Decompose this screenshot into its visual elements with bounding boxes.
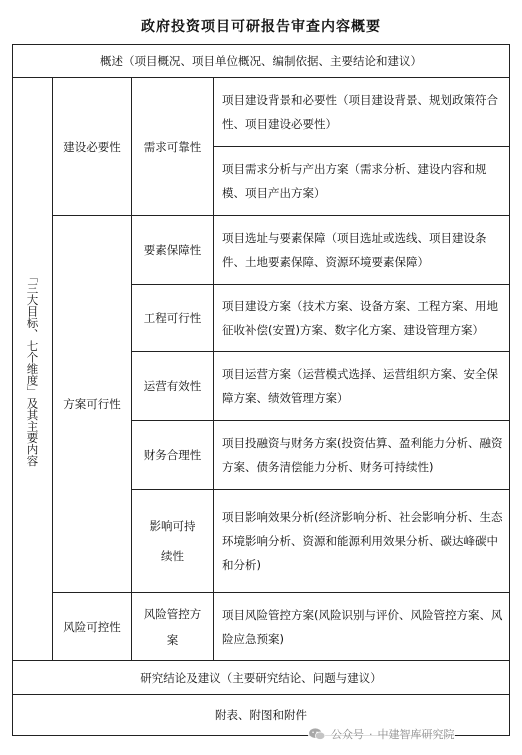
side-label: 「三大目标、七个维度」及其主要内容 (25, 271, 40, 467)
watermark-platform: 公众号 (331, 728, 364, 741)
content-financing-finance: 项目投融资与财务方案(投资估算、盈利能力分析、融资方案、债务清偿能力分析、财务可持续性) (213, 420, 510, 490)
dimension-engineering-feasibility: 工程可行性 (131, 284, 214, 352)
content-impact-analysis: 项目影响效果分析(经济影响分析、社会影响分析、生态环境影响分析、资源和能源利用效果分析、碳达峰碳中和分析) (213, 489, 510, 593)
watermark-separator: · (369, 727, 373, 741)
side-label-cell (12, 77, 53, 661)
dimension-financial-rationality: 财务合理性 (131, 420, 214, 490)
goal-risk-control: 风险可控性 (52, 592, 132, 661)
dimension-demand-reliability: 需求可靠性 (131, 77, 214, 216)
watermark-name: 中建智库研究院 (377, 728, 455, 741)
content-background-necessity: 项目建设背景和必要性（项目建设背景、规划政策符合性、项目建设必要性） (213, 77, 510, 147)
watermark (308, 722, 455, 746)
content-site-factors: 项目选址与要素保障（项目选址或选线、项目建设条件、土地要素保障、资源环境要素保障） (213, 215, 510, 285)
content-operation-plan: 项目运营方案（运营模式选择、运营组织方案、安全保障方案、绩效管理方案） (213, 351, 510, 421)
dimension-impact-sustainability (131, 489, 214, 593)
content-demand-output: 项目需求分析与产出方案（需求分析、建设内容和规模、项目产出方案） (213, 146, 510, 216)
goal-necessity: 建设必要性 (52, 77, 132, 216)
content-construction-plan: 项目建设方案（技术方案、设备方案、工程方案、用地征收补偿(安置)方案、数字化方案、建设管理方案） (213, 284, 510, 352)
dimension-impact-sustainability-label: 影响可持续性 (149, 519, 196, 563)
goal-feasibility: 方案可行性 (52, 215, 132, 593)
dimension-operation-effectiveness: 运营有效性 (131, 351, 214, 421)
document-title: 政府投资项目可研报告审查内容概要 (141, 19, 381, 35)
content-risk-control: 项目风险管控方案(风险识别与评价、风险管控方案、风险应急预案) (213, 592, 510, 661)
overview-row: 概述（项目概况、项目单位概况、编制依据、主要结论和建议） (12, 44, 510, 78)
dimension-factor-guarantee: 要素保障性 (131, 215, 214, 285)
appendix-row: 附表、附图和附件 (12, 694, 510, 736)
dimension-risk-control-plan (131, 592, 214, 661)
conclusion-row: 研究结论及建议（主要研究结论、问题与建议） (12, 660, 510, 695)
wechat-icon (308, 727, 326, 741)
dimension-risk-control-plan-label: 风险管控方案 (143, 606, 202, 647)
